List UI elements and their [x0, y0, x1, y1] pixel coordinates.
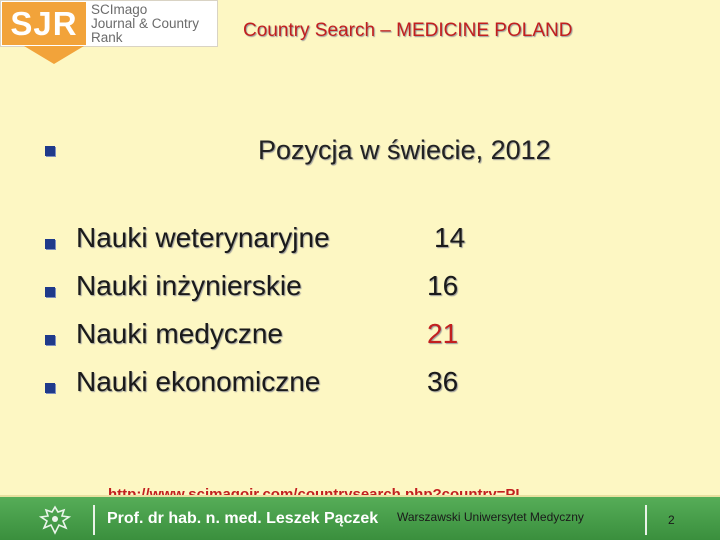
eagle-emblem-icon [38, 504, 72, 536]
sjr-logo [0, 0, 218, 47]
ranking-label: Nauki ekonomiczne [76, 366, 321, 397]
ranking-value-highlighted: 21 [427, 318, 459, 349]
ranking-list [45, 222, 505, 414]
ranking-value: 36 [427, 366, 459, 397]
header [0, 0, 720, 50]
footer [0, 495, 720, 540]
page-number: 2 [668, 513, 675, 527]
square-bullet-icon [45, 383, 55, 393]
logo-line: Rank [91, 30, 123, 45]
square-bullet-icon [45, 335, 55, 345]
footer-divider [93, 505, 95, 535]
list-item [45, 270, 505, 318]
footer-divider [645, 505, 647, 535]
logo-line: SCImago [91, 2, 148, 17]
list-item [45, 222, 505, 270]
footer-university: Warszawski Uniwersytet Medyczny [397, 510, 584, 524]
footer-author: Prof. dr hab. n. med. Leszek Pączek [107, 510, 379, 527]
page-title: Country Search – MEDICINE POLAND [243, 20, 573, 41]
square-bullet-icon [45, 287, 55, 297]
logo-line: Journal & Country [91, 16, 200, 31]
ranking-value: 16 [427, 270, 459, 301]
subtitle-row [45, 135, 665, 171]
list-item [45, 366, 505, 414]
logo-mark: SJR [2, 2, 86, 45]
square-bullet-icon [45, 146, 55, 156]
logo-text [91, 3, 217, 45]
ranking-label: Nauki medyczne [76, 318, 283, 349]
list-item [45, 318, 505, 366]
logo-arrow-icon [24, 46, 84, 64]
ranking-value: 14 [434, 222, 466, 253]
ranking-label: Nauki inżynierskie [76, 270, 302, 301]
subtitle: Pozycja w świecie, 2012 [258, 135, 551, 165]
square-bullet-icon [45, 239, 55, 249]
ranking-label: Nauki weterynaryjne [76, 222, 330, 253]
